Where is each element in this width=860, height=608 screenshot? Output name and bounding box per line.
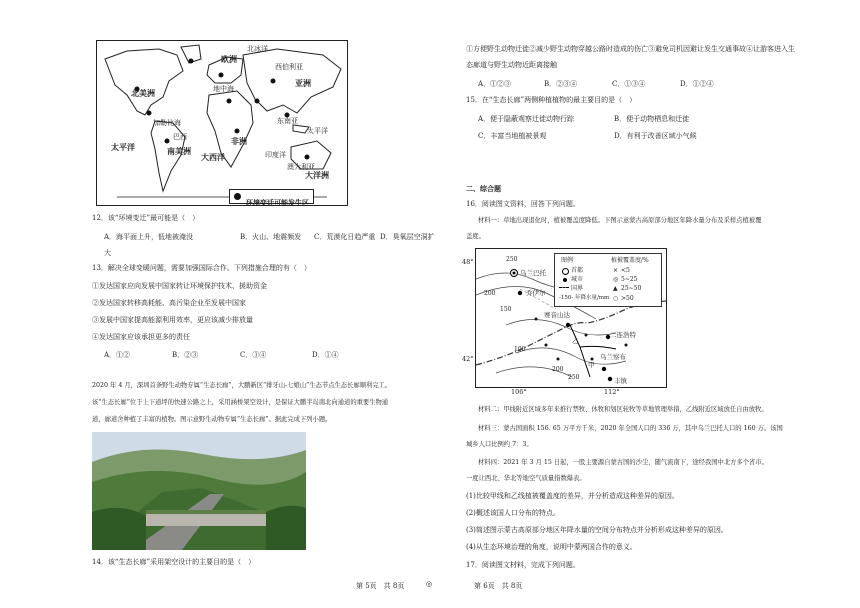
passage-line-2: 该“生态长廊”位于上下道坪的快速公路之上，采用涵桥架空设计，是保证大鹏半岛南北向通道的重要生物通 — [92, 399, 389, 406]
material-1-line-1: 材料一：草地出现退化时，植被覆盖度降低。下图示意蒙古高原部分地区年降水量分布及采样点植被覆 — [478, 217, 762, 224]
q12-opt-a: A．海平面上升，低地被淹没 — [104, 233, 194, 241]
q14-stem: 14．该“生态长廊”采用架空设计的主要目的是（ ） — [92, 558, 256, 566]
legend-city: 城市 — [571, 276, 584, 283]
label-europe: 欧洲 — [221, 54, 237, 64]
material-3-line-2: 城乡人口比例约 7：3。 — [466, 441, 533, 448]
sub-question-2: (2)概述该国人口分布的特点。 — [466, 509, 560, 517]
label-place2: 地中海 — [213, 85, 234, 93]
q12-stem: 12．该“环境变迁”最可能是（ ） — [92, 214, 200, 222]
capital-icon — [562, 268, 569, 275]
passage-line-1: 2020 年 4 月，深圳首条野生动物专属“生态长廊”，大鹏新区“排牙山-七娘山”生态节点生态长廊顺利完工。 — [92, 382, 392, 389]
city-choir: 乔伊尔 — [526, 289, 546, 297]
city-icon — [563, 278, 567, 282]
lat-top: 48° — [462, 258, 474, 266]
top-line-1: ①方便野生动物迁徙②减少野生动物穿越公路时造成的伤亡③避免司机因避让发生交通事故④让游客进入生 — [466, 45, 795, 53]
q12-opt-d: D．臭氧层空洞扩 — [380, 233, 435, 241]
legend-cov3: 25~50 — [621, 285, 642, 292]
legend-cov1: <5 — [621, 267, 630, 274]
label-place3: 加勒比海 — [153, 119, 181, 127]
mongolia-map — [475, 248, 667, 388]
top-line-2: 态廊道与野生动物近距离接触 — [466, 61, 557, 69]
material-1-line-2: 盖度。 — [466, 233, 485, 240]
legend-text: 环境变迁可能发生区 — [246, 198, 309, 207]
material-4-line-2: 一度让西北、华北等地空气质量指数爆表。 — [466, 475, 586, 482]
label-place1: 西伯利亚 — [275, 63, 303, 71]
q13-item-1: ①发达国家应向发展中国家转让环境保护技术、援助资金 — [92, 282, 267, 290]
q13-opt-c: C．③④ — [240, 351, 267, 359]
city-erenhot: 二连浩特 — [610, 331, 636, 339]
q15-opt-d: D．有利于改善区域小气候 — [614, 132, 697, 140]
label-place5: 巴西 — [173, 133, 187, 141]
border-line-icon — [559, 287, 569, 288]
legend-cov4: >50 — [621, 295, 634, 302]
passage-line-3: 道，廊道舍种植了丰富的植物。图示意野生动物专属“生态长廊”。据此完成下列小题。 — [92, 416, 332, 423]
label-asia: 亚洲 — [295, 78, 311, 88]
q17-stem: 17．阅读图文材料，完成下列问题。 — [466, 561, 580, 569]
q13-item-2: ②发达国家转移高耗能、高污染企业至发展中国家 — [92, 299, 246, 307]
q15-opt-b: B．便于动物栖息和迁徙 — [614, 115, 690, 123]
legend-dot-icon — [234, 193, 241, 200]
q13-opt-b: B．②③ — [172, 351, 199, 359]
lon-left: 106° — [511, 388, 527, 396]
cov-4-icon: ○ — [613, 295, 619, 302]
legend-capital: 首都 — [571, 267, 584, 274]
q16-stem: 16．阅读图文资料，回答下列问题。 — [466, 200, 580, 208]
q13-stem: 13．解决全球变暖问题，需要加强国际合作。下列措施合理的有（ ） — [92, 264, 311, 272]
page-center-mark: ◎ — [426, 580, 433, 588]
label-place4: 东南亚 — [277, 117, 298, 125]
eco-corridor-graphic — [92, 432, 306, 550]
label-arctic: 北冰洋 — [247, 45, 268, 53]
q13-item-4: ④发达国家应该承担更多的责任 — [92, 333, 190, 341]
label-pacific-left: 太平洋 — [111, 142, 135, 152]
q12-opt-b: B．火山、地震频发 — [240, 233, 302, 241]
q13-item-3: ③发展中国家提高能源利用效率，更应该减少排放量 — [92, 316, 253, 324]
top-opt-d: D．①②④ — [680, 80, 714, 88]
label-africa: 非洲 — [231, 136, 247, 146]
line-jia-label: 甲 — [588, 361, 595, 369]
iso-200b: 200 — [552, 366, 564, 373]
top-opt-c: C．①③④ — [612, 80, 646, 88]
iso-200a: 200 — [484, 290, 496, 297]
label-oceania: 大洋洲 — [305, 170, 329, 180]
legend-cov-title: 植被覆盖度/% — [611, 257, 649, 264]
label-indian: 印度洋 — [265, 151, 286, 159]
legend-cov2: 5~25 — [621, 276, 638, 283]
material-2: 材料二：甲线附近区域多年来推行禁牧、休牧和划区轮牧等草地管理举措，乙线附近区域放任自由放牧。 — [478, 406, 768, 413]
world-map-graphic — [97, 41, 347, 205]
q12-opt-c: C．荒漠化日趋严重 — [314, 233, 376, 241]
line-yi-label: 乙 — [572, 337, 579, 345]
city-ulanqab: 乌兰察布 — [600, 353, 626, 361]
iso-150: 150 — [500, 306, 512, 313]
q15-stem: 15．在“生态长廊”两侧种植植物的最主要目的是（ ） — [466, 96, 637, 104]
eco-corridor-photo — [92, 432, 306, 550]
cov-3-icon: ▲ — [613, 285, 618, 292]
cov-1-icon: × — [613, 267, 619, 274]
page-number-left: 第 5页 共 8页 — [356, 582, 405, 590]
section-title: 二、综合题 — [466, 184, 501, 193]
lon-right: 112° — [604, 388, 620, 396]
q12-opt-d-cont: 大 — [104, 249, 111, 257]
legend-iso: -150- 年降水量/mm — [559, 295, 610, 301]
iso-250a: 250 — [506, 256, 518, 263]
label-north-america: 北美洲 — [131, 88, 155, 98]
city-sainshand: 赛音山达 — [544, 311, 570, 319]
sub-question-3: (3)简述图示蒙古高原部分地区年降水量的空间分布特点并分析形成这种差异的原因。 — [466, 526, 728, 534]
cov-2-icon: ◎ — [613, 276, 619, 283]
iso-250b: 250 — [568, 374, 580, 381]
label-south-america: 南美洲 — [167, 146, 191, 156]
label-pacific-right: 太平洋 — [307, 127, 328, 135]
legend-title: 图例 — [561, 257, 574, 264]
legend-border: 国界 — [571, 285, 584, 292]
q13-opt-a: A．①② — [104, 351, 131, 359]
q13-opt-d: D．①④ — [312, 351, 339, 359]
q15-opt-a: A．便于隐蔽观察迁徙动物行踪 — [478, 115, 575, 123]
label-atlantic: 大西洋 — [201, 152, 225, 162]
sub-question-4: (4)从生态环境治理的角度，说明中蒙两国合作的意义。 — [466, 543, 637, 551]
world-map — [96, 40, 348, 206]
label-place6: 澳大利亚 — [287, 163, 315, 171]
mongolia-legend — [554, 253, 662, 307]
top-opt-a: A．①②③ — [478, 80, 512, 88]
iso-100: 100 — [514, 346, 526, 353]
q15-opt-c: C．丰富当地植被景观 — [478, 132, 547, 140]
city-fengzhen: 丰镇 — [614, 377, 627, 385]
page-number-right: 第 6页 共 8页 — [474, 582, 523, 590]
material-3-line-1: 材料三：蒙古国面积 156. 65 万平方千米，2020 年全国人口的 336 万，其中乌兰巴托人口的 160 万。该国 — [478, 425, 783, 432]
city-ulaanbaatar: 乌兰巴托 — [520, 269, 546, 277]
sub-question-1: (1)比较甲线和乙线植被覆盖度的差异，并分析造成这种差异的原因。 — [466, 492, 679, 500]
lat-bottom: 42° — [462, 355, 474, 363]
map-legend — [229, 189, 314, 207]
top-opt-b: B．②③④ — [544, 80, 578, 88]
material-4-line-1: 材料四：2021 年 3 月 15 日起，一股主要源自蒙古国的沙尘，随气流南下，途经我国中北方多个省市。 — [478, 459, 768, 466]
